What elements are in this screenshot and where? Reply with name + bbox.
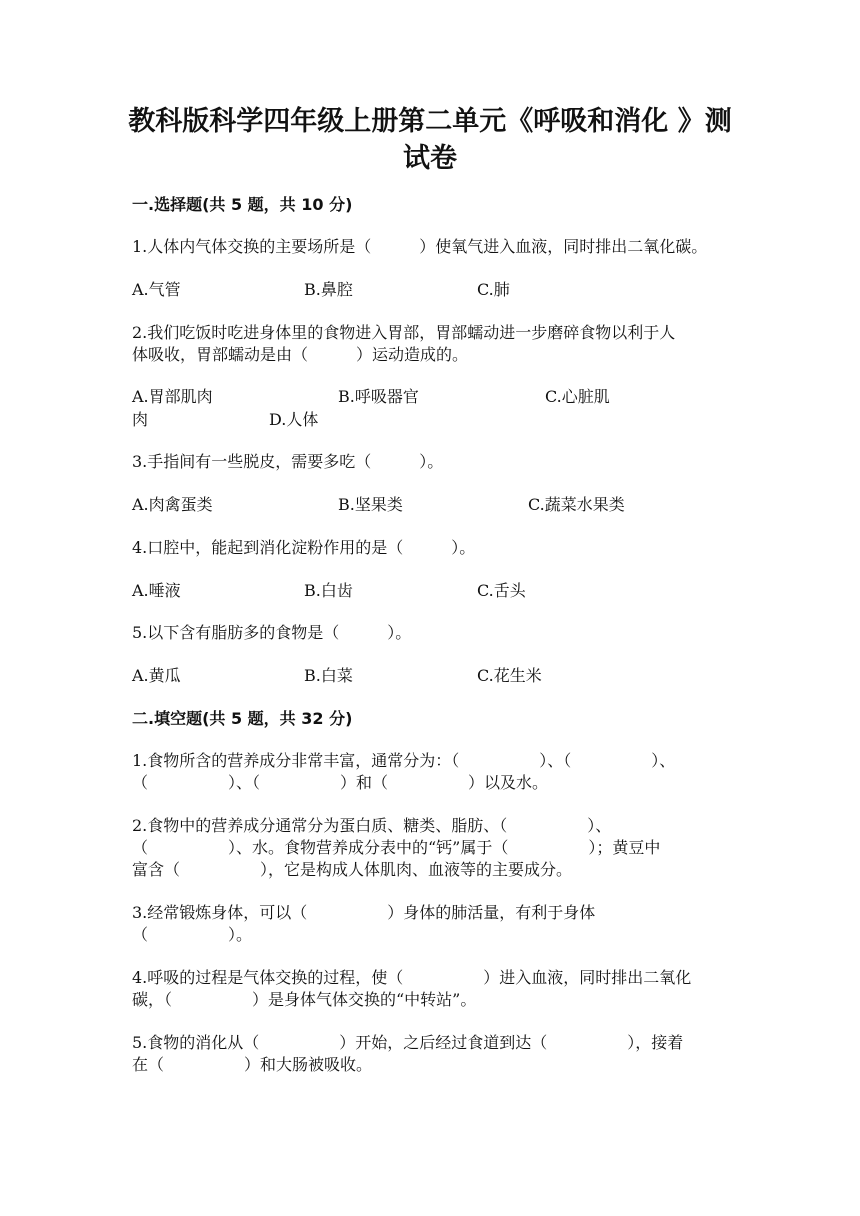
question-text: 1.人体内气体交换的主要场所是（ ）使氧气进入血液，同时排出二氧化碳。 (132, 237, 708, 256)
option-c: C.肺 (477, 280, 510, 299)
option-a: A.肉禽蛋类 (132, 495, 213, 514)
question-text: 2.我们吃饭时吃进身体里的食物进入胃部，胃部蠕动进一步磨碎食物以利于人 (132, 323, 676, 342)
option-a: A.唾液 (132, 581, 181, 600)
option-b: B.白菜 (304, 666, 353, 685)
question-text: 在（ ）和大肠被吸收。 (132, 1055, 373, 1074)
option-a: A.胃部肌肉 (132, 387, 213, 406)
question-text: 4.口腔中，能起到消化淀粉作用的是（ ）。 (132, 538, 476, 557)
question-text: 5.食物的消化从（ ）开始，之后经过食道到达（ ），接着 (132, 1033, 684, 1052)
option-c: C.心脏肌 (545, 387, 610, 406)
section-heading-choice: 一.选择题(共 5 题，共 10 分) (132, 195, 353, 214)
question-text: 碳，（ ）是身体气体交换的“中转站”。 (132, 990, 477, 1009)
option-c-continued: 肉 (132, 410, 149, 429)
question-text: （ ）、（ ）和（ ）以及水。 (132, 773, 549, 792)
option-c: C.花生米 (477, 666, 542, 685)
option-c: C.舌头 (477, 581, 526, 600)
question-text: 3.经常锻炼身体，可以（ ）身体的肺活量，有利于身体 (132, 903, 596, 922)
question-text: 3.手指间有一些脱皮，需要多吃（ ）。 (132, 452, 444, 471)
question-text: 5.以下含有脂肪多的食物是（ ）。 (132, 623, 412, 642)
option-d: D.人体 (269, 410, 319, 429)
question-text: （ ）、水。食物营养成分表中的“钙”属于（ ）；黄豆中 (132, 838, 661, 857)
option-b: B.呼吸器官 (338, 387, 419, 406)
question-text: （ ）。 (132, 925, 253, 944)
option-a: A.黄瓜 (132, 666, 181, 685)
question-text: 1.食物所含的营养成分非常丰富，通常分为：（ ）、（ ）、 (132, 751, 676, 770)
section-heading-fill: 二.填空题(共 5 题，共 32 分) (132, 709, 353, 728)
title-line-2: 试卷 (403, 143, 457, 174)
question-text: 体吸收，胃部蠕动是由（ ）运动造成的。 (132, 345, 469, 364)
option-a: A.气管 (132, 280, 181, 299)
question-text: 2.食物中的营养成分通常分为蛋白质、糖类、脂肪、（ ）、 (132, 816, 612, 835)
option-c: C.蔬菜水果类 (528, 495, 625, 514)
option-b: B.鼻腔 (304, 280, 353, 299)
option-b: B.白齿 (304, 581, 353, 600)
question-text: 4.呼吸的过程是气体交换的过程，使（ ）进入血液，同时排出二氧化 (132, 968, 692, 987)
title-line-1: 教科版科学四年级上册第二单元《呼吸和消化 》测 (128, 106, 732, 137)
option-b: B.坚果类 (338, 495, 403, 514)
question-text: 富含（ ），它是构成人体肌肉、血液等的主要成分。 (132, 860, 573, 879)
